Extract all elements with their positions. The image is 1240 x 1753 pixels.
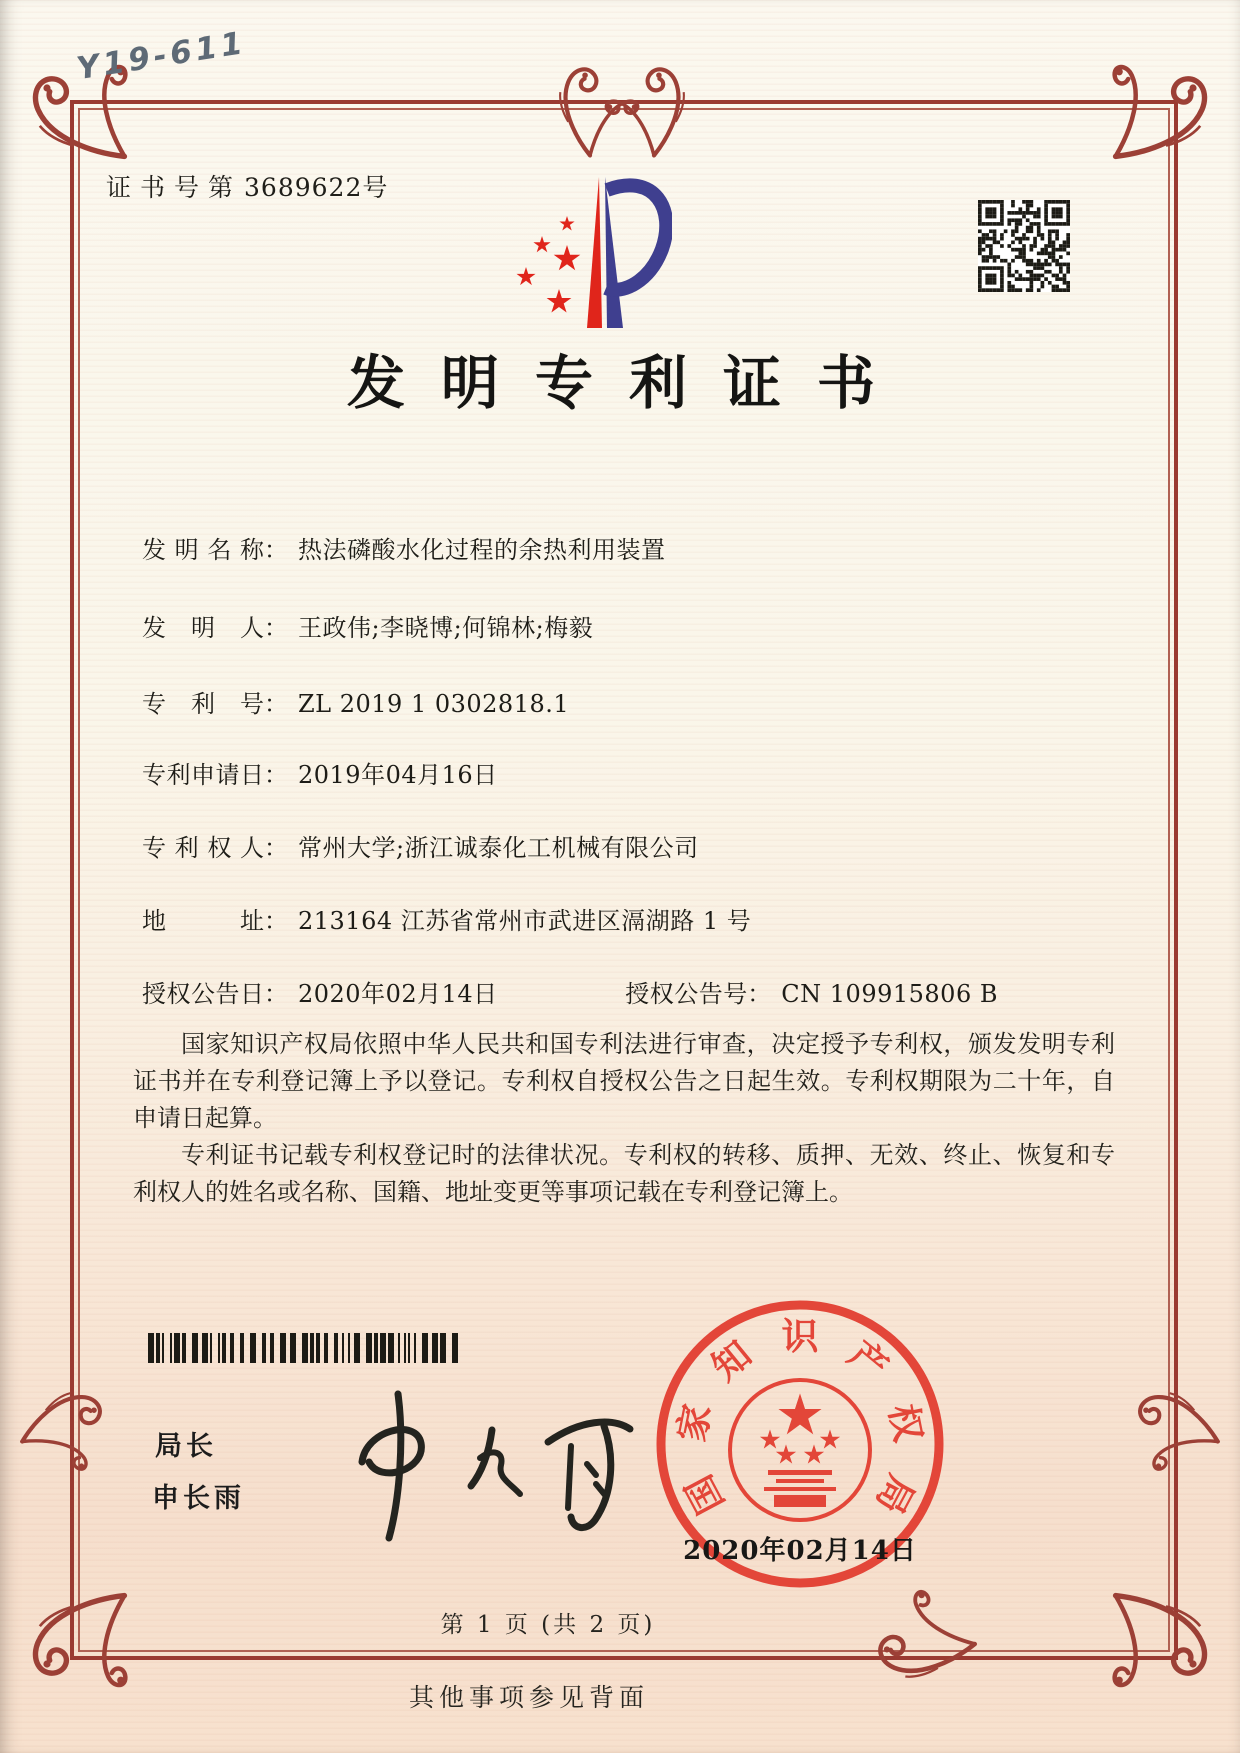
page-number: 第 1 页 (共 2 页) xyxy=(440,1612,656,1638)
commissioner-title: 局长 xyxy=(155,1431,217,1462)
certificate-number xyxy=(106,168,396,204)
svg-text:权: 权 xyxy=(880,1400,932,1446)
certificate-title: 发明专利证书 xyxy=(346,349,911,417)
field-value: ZL 2019 1 0302818.1 xyxy=(298,690,570,718)
logo-blade-blue xyxy=(605,177,623,328)
field-value-grant-number: CN 109915806 B xyxy=(781,980,998,1008)
corner-flourish-bottom-right xyxy=(1112,1592,1220,1700)
field-label: 发明名称 xyxy=(142,536,264,564)
logo-blade-red xyxy=(587,177,602,328)
legal-paragraph-2: 专利证书记载专利权登记时的法律状况。专利权的转移、质押、无效、终止、恢复和专利权人的姓名或名称、国籍、地址变更等事项记载在专利登记簿上。 xyxy=(133,1141,1115,1206)
field-row-inventors: 发明人： 王政伟;李晓博;何锦林;梅毅 xyxy=(142,608,1122,643)
field-label: 地址 xyxy=(142,907,264,935)
seal-emblem-stars xyxy=(761,1395,838,1462)
certificate-number-prefix: 证书号第 xyxy=(106,173,243,202)
cnipa-logo-icon xyxy=(492,152,672,330)
svg-text:识: 识 xyxy=(781,1314,819,1358)
logo-stars xyxy=(517,216,581,313)
svg-text:家: 家 xyxy=(668,1400,720,1446)
certificate-number-suffix: 号 xyxy=(362,173,397,202)
field-value: 2019年04月16日 xyxy=(298,761,498,789)
seal-emblem-gate xyxy=(764,1470,836,1507)
barcode-bars xyxy=(148,1333,458,1363)
seal-date: 2020年02月14日 xyxy=(683,1536,917,1566)
see-back-note: 其他事项参见背面 xyxy=(408,1683,649,1712)
svg-text:局: 局 xyxy=(867,1467,924,1522)
barcode xyxy=(148,1333,464,1363)
field-row-patentee: 专利权人： 常州大学;浙江诚泰化工机械有限公司 xyxy=(142,828,1122,863)
field-label: 专利权人 xyxy=(142,834,264,862)
field-value: 热法磷酸水化过程的余热利用装置 xyxy=(298,536,666,564)
qr-code xyxy=(978,200,1070,292)
commissioner-name: 申长雨 xyxy=(152,1483,245,1514)
legal-text-block xyxy=(133,1026,1115,1211)
field-value: 常州大学;浙江诚泰化工机械有限公司 xyxy=(298,834,699,862)
field-label: 专利申请日 xyxy=(142,761,264,789)
field-value-grant-date: 2020年02月14日 xyxy=(298,980,498,1008)
field-label-grant-number: 授权公告号 xyxy=(625,980,748,1008)
field-row-patent-number: 专利号： ZL 2019 1 0302818.1 xyxy=(142,684,1122,719)
field-value: 213164 江苏省常州市武进区滆湖路 1 号 xyxy=(298,907,752,935)
corner-flourish-top-right xyxy=(1112,52,1220,160)
svg-text:产: 产 xyxy=(840,1331,897,1390)
handwritten-archive-mark: Y19-611 xyxy=(74,24,249,88)
legal-paragraph-1: 国家知识产权局依照中华人民共和国专利法进行审查，决定授予专利权，颁发发明专利证书并在专利登记簿上予以登记。专利权自授权公告之日起生效。专利权期限为二十年，自申请日起算。 xyxy=(133,1030,1115,1132)
field-label: 专利号 xyxy=(142,690,264,718)
svg-text:知: 知 xyxy=(703,1331,760,1390)
certificate-number-digits: 3689622 xyxy=(244,173,363,202)
commissioner-handwritten-signature xyxy=(342,1386,642,1546)
field-label: 发明人 xyxy=(142,614,264,642)
field-label-grant-date: 授权公告日 xyxy=(142,980,264,1008)
field-row-grant: 授权公告日： 2020年02月14日 授权公告号： CN 109915806 B xyxy=(142,974,1122,1009)
field-value: 王政伟;李晓博;何锦林;梅毅 xyxy=(298,614,594,642)
field-row-filing-date: 专利申请日： 2019年04月16日 xyxy=(142,755,1122,790)
svg-text:国: 国 xyxy=(676,1467,733,1522)
field-row-address: 地址： 213164 江苏省常州市武进区滆湖路 1 号 xyxy=(142,901,1122,936)
field-row-invention-name: 发明名称： 热法磷酸水化过程的余热利用装置 xyxy=(142,530,1122,565)
